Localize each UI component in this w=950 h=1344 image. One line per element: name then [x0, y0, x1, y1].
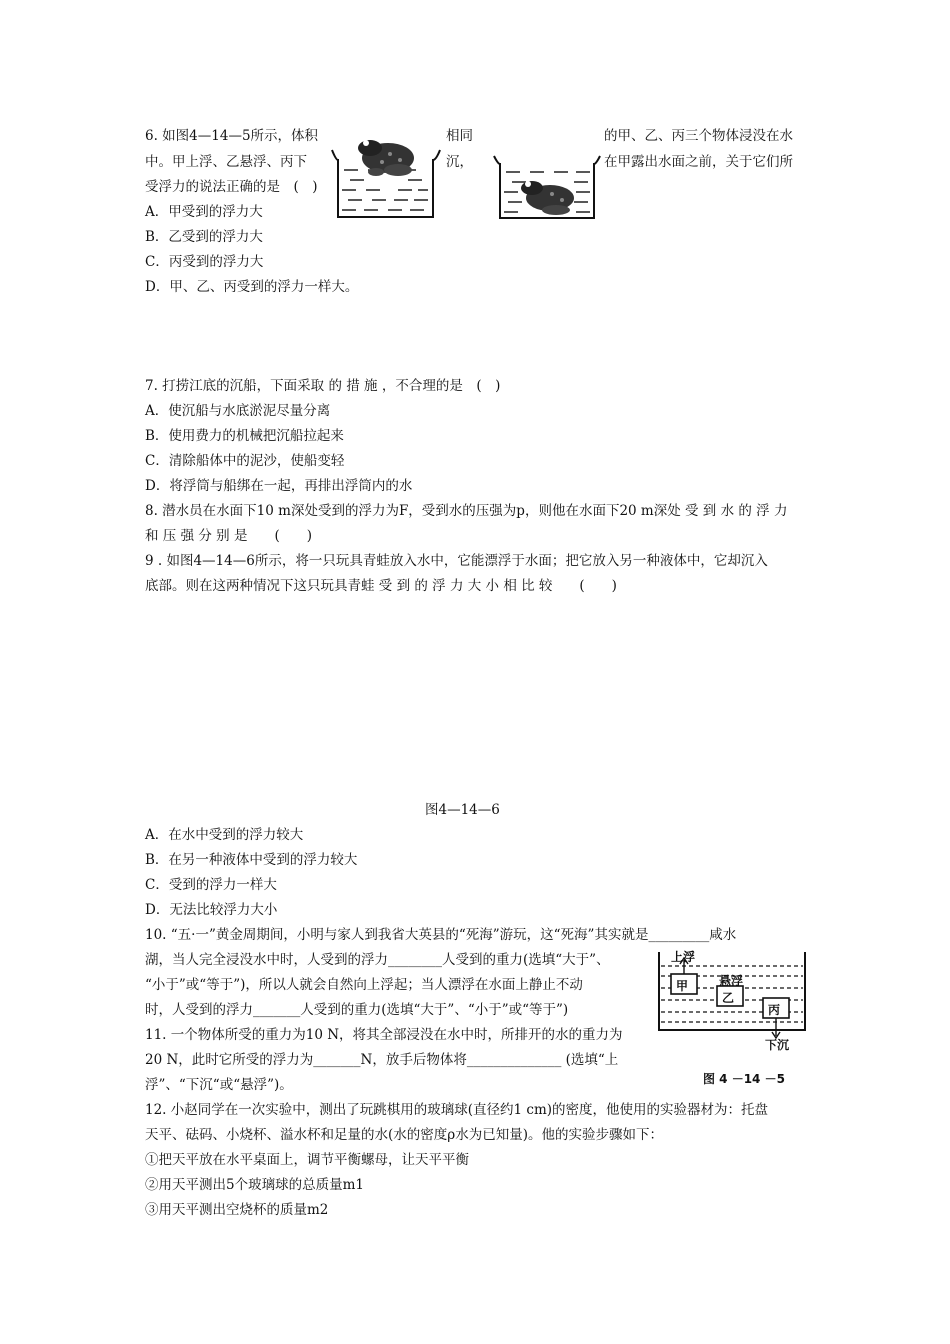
q9-option-b: B．在另一种液体中受到的浮力较大	[145, 852, 358, 868]
q7-option-b: B．使用费力的机械把沉船拉起来	[145, 428, 344, 444]
frog-icon	[358, 140, 414, 176]
q6-line1-part2: 相同	[446, 128, 473, 144]
beaker-frog-floating-figure	[328, 130, 443, 220]
q8-line1: 8. 潜水员在水面下10 m深处受到的浮力为F，受到水的压强为p，则他在水面下20 m深处 受 到 水 的 浮 力	[145, 503, 788, 519]
q6-option-a: A．甲受到的浮力大	[145, 204, 263, 220]
q6-line1-part1: 6. 如图4—14—5所示，体积	[145, 128, 319, 144]
q11-line2: 20 N，此时它所受的浮力为_______N，放手后物体将______________ (选填“上	[145, 1052, 619, 1068]
label-suspend: 悬浮	[719, 974, 744, 988]
q11-line3: 浮”、“下沉“或“悬浮”)。	[145, 1077, 293, 1093]
q6-line2-part3: 在甲露出水面之前，关于它们所	[604, 154, 793, 170]
beaker-frog-sunk-figure	[490, 150, 602, 222]
q6-option-d: D．甲、乙、丙受到的浮力一样大。	[145, 279, 359, 295]
q6-option-c: C．丙受到的浮力大	[145, 254, 264, 270]
q9-option-d: D．无法比较浮力大小	[145, 902, 278, 918]
q9-option-c: C．受到的浮力一样大	[145, 877, 277, 893]
q6-line2-part1: 中。甲上浮、乙悬浮、丙下	[145, 154, 307, 170]
label-down: 下沉	[765, 1038, 790, 1052]
q7-option-d: D．将浮筒与船绑在一起，再排出浮筒内的水	[145, 478, 413, 494]
q10-line3: “小于”或“等于”)，所以人就会自然向上浮起；当人漂浮在水面上静止不动	[145, 977, 583, 993]
q10-line1: 10. “五·一”黄金周期间，小明与家人到我省大英县的“死海”游玩，这“死海”其实就是_________咸水	[145, 927, 737, 943]
q7-option-a: A．使沉船与水底淤泥尽量分离	[145, 403, 331, 419]
box-bing-label: 丙	[768, 1003, 781, 1017]
q9-line2: 底部。则在这两种情况下这只玩具青蛙 受 到 的 浮 力 大 小 相 比 较 ( )	[145, 578, 617, 594]
frog-icon	[521, 181, 574, 215]
q7-option-c: C．清除船体中的泥沙，使船变轻	[145, 453, 345, 469]
figure-4-14-5-caption: 图 4 －14 －5	[703, 1072, 785, 1086]
box-yi-label: 乙	[722, 991, 735, 1005]
q11-line1: 11. 一个物体所受的重力为10 N，将其全部浸没在水中时，所排开的水的重力为	[145, 1027, 623, 1043]
q12-step-1: ①把天平放在水平桌面上，调节平衡螺母，让天平平衡	[145, 1152, 469, 1168]
label-up: 上浮	[671, 950, 696, 964]
figure-4-14-5	[655, 946, 815, 1086]
q10-line2: 湖，当人完全浸没水中时，人受到的浮力________人受到的重力(选填“大于”、	[145, 952, 610, 968]
q6-line3: 受浮力的说法正确的是 ( )	[145, 179, 318, 195]
q10-line4: 时，人受到的浮力_______人受到的重力(选填“大于”、“小于”或“等于”)	[145, 1002, 569, 1018]
q9-figure-caption: 图4—14—6	[425, 802, 500, 818]
q6-option-b: B．乙受到的浮力大	[145, 229, 263, 245]
q6-line2-part2: 沉，	[446, 154, 473, 170]
q12-line2: 天平、砝码、小烧杯、溢水杯和足量的水(水的密度ρ水为已知量)。他的实验步骤如下：	[145, 1127, 663, 1143]
q9-option-a: A．在水中受到的浮力较大	[145, 827, 304, 843]
q12-step-2: ②用天平测出5个玻璃球的总质量m1	[145, 1177, 364, 1193]
q9-line1: 9 . 如图4—14—6所示，将一只玩具青蛙放入水中，它能漂浮于水面；把它放入另一种液体中，它却沉入	[145, 553, 768, 569]
q6-line1-part3: 的甲、乙、丙三个物体浸没在水	[604, 128, 793, 144]
q7-stem: 7. 打捞江底的沉船，下面采取 的 措 施 ，不合理的是 ( )	[145, 378, 501, 394]
q12-line1: 12. 小赵同学在一次实验中，测出了玩跳棋用的玻璃球(直径约1 cm)的密度，他使用的实验器材为：托盘	[145, 1102, 769, 1118]
q8-line2: 和 压 强 分 别 是 ( )	[145, 528, 312, 544]
box-jia-label: 甲	[676, 979, 689, 993]
q12-step-3: ③用天平测出空烧杯的质量m2	[145, 1202, 329, 1218]
